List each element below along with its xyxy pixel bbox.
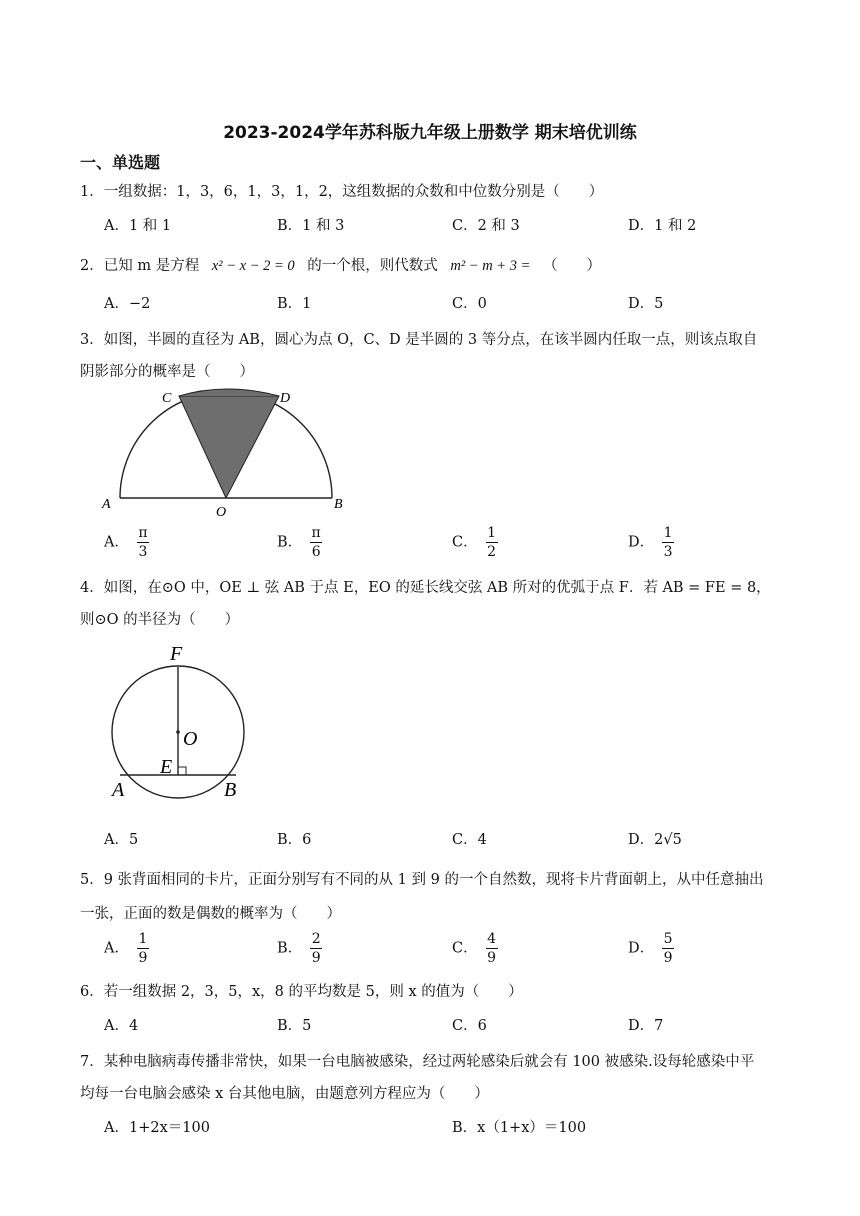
q5-option-a: A． $\frac{1}{9}$ — [104, 931, 148, 966]
q3-option-b: B． $\frac{\pi}{6}$ — [277, 525, 321, 560]
q1-option-c: C．2 和 3 — [452, 218, 520, 234]
circle-figure — [100, 640, 260, 804]
label-b: B — [334, 497, 343, 512]
question-6-stem: 6．若一组数据 2，3，5，x，8 的平均数是 5，则 x 的值为（ ） — [80, 984, 523, 1000]
q5-option-d: D． $\frac{5}{9}$ — [628, 931, 673, 966]
q2-option-d: D．5 — [628, 296, 664, 312]
section-heading: 一、单选题 — [80, 153, 161, 172]
question-2-stem — [80, 254, 601, 275]
q2-option-c: C．0 — [452, 296, 487, 312]
q2-option-a: A．−2 — [104, 296, 151, 312]
q1-option-d: D．1 和 2 — [628, 218, 697, 234]
label-e: E — [160, 756, 173, 778]
q3-option-d: D． $\frac{1}{3}$ — [628, 525, 673, 560]
q5-option-b: B． $\frac{2}{9}$ — [277, 931, 321, 966]
q3-option-a: A． $\frac{\pi}{3}$ — [104, 525, 148, 560]
label-d: D — [280, 391, 291, 406]
question-5-line-1: 5．9 张背面相同的卡片，正面分别写有不同的从 1 到 9 的一个自然数，现将卡片背面朝上，从中任意抽出 — [80, 872, 764, 888]
q6-option-c: C．6 — [452, 1018, 487, 1034]
q7-option-a: A．1+2x＝100 — [104, 1120, 210, 1136]
q2-equation: x² − x − 2 = 0 — [211, 258, 295, 274]
question-3-line-1: 3．如图，半圆的直径为 AB，圆心为点 O，C、D 是半圆的 3 等分点，在该半圆内任取一点，则该点取自 — [80, 332, 758, 348]
q1-option-a: A．1 和 1 — [104, 218, 172, 234]
semicircle-figure — [96, 384, 356, 520]
q6-option-d: D．7 — [628, 1018, 664, 1034]
q4-option-d: D．2√5 — [628, 832, 682, 848]
q4-option-a: A．5 — [104, 832, 139, 848]
q3-option-c: C． $\frac{1}{2}$ — [452, 525, 497, 560]
label-a: A — [112, 779, 125, 801]
q2-option-b: B．1 — [277, 296, 312, 312]
label-o: O — [216, 505, 227, 520]
label-f: F — [170, 643, 183, 665]
q6-option-b: B．5 — [277, 1018, 312, 1034]
question-4-line-1: 4．如图，在⊙O 中，OE ⊥ 弦 AB 于点 E，EO 的延长线交弦 AB 所对的优弧于点 F．若 AB = FE = 8， — [80, 580, 771, 596]
label-o: O — [183, 728, 198, 750]
label-b: B — [224, 779, 237, 801]
q2-suffix: （ ） — [543, 258, 601, 274]
q1-option-b: B．1 和 3 — [277, 218, 345, 234]
q5-option-c: C． $\frac{4}{9}$ — [452, 931, 497, 966]
label-c: C — [162, 391, 172, 406]
question-5-line-2: 一张，正面的数是偶数的概率为（ ） — [80, 906, 341, 922]
q2-expression: m² − m + 3 = — [450, 258, 531, 274]
q4-option-b: B．6 — [277, 832, 312, 848]
q2-prefix: 2．已知 m 是方程 — [80, 258, 200, 274]
q4-option-c: C．4 — [452, 832, 487, 848]
question-4-line-2: 则⊙O 的半径为（ ） — [80, 612, 240, 628]
label-a: A — [102, 497, 111, 512]
question-7-line-1: 7．某种电脑病毒传播非常快，如果一台电脑被感染，经过两轮感染后就会有 100 被感染.设每轮感染中平 — [80, 1054, 755, 1070]
q7-option-b: B．x（1+x）＝100 — [452, 1120, 587, 1136]
question-3-line-2: 阴影部分的概率是（ ） — [80, 364, 254, 380]
shaded-sector — [179, 396, 279, 498]
page-title: 2023-2024学年苏科版九年级上册数学 期末培优训练 — [223, 123, 637, 143]
q6-option-a: A．4 — [104, 1018, 139, 1034]
right-angle-mark — [178, 767, 186, 775]
question-1-stem: 1．一组数据：1，3，6，1，3，1，2，这组数据的众数和中位数分别是（ ） — [80, 184, 604, 200]
question-7-line-2: 均每一台电脑会感染 x 台其他电脑，由题意列方程应为（ ） — [80, 1086, 489, 1102]
center-point — [176, 730, 180, 734]
q2-middle: 的一个根，则代数式 — [307, 258, 438, 274]
shaded-arc-cd — [179, 389, 279, 396]
